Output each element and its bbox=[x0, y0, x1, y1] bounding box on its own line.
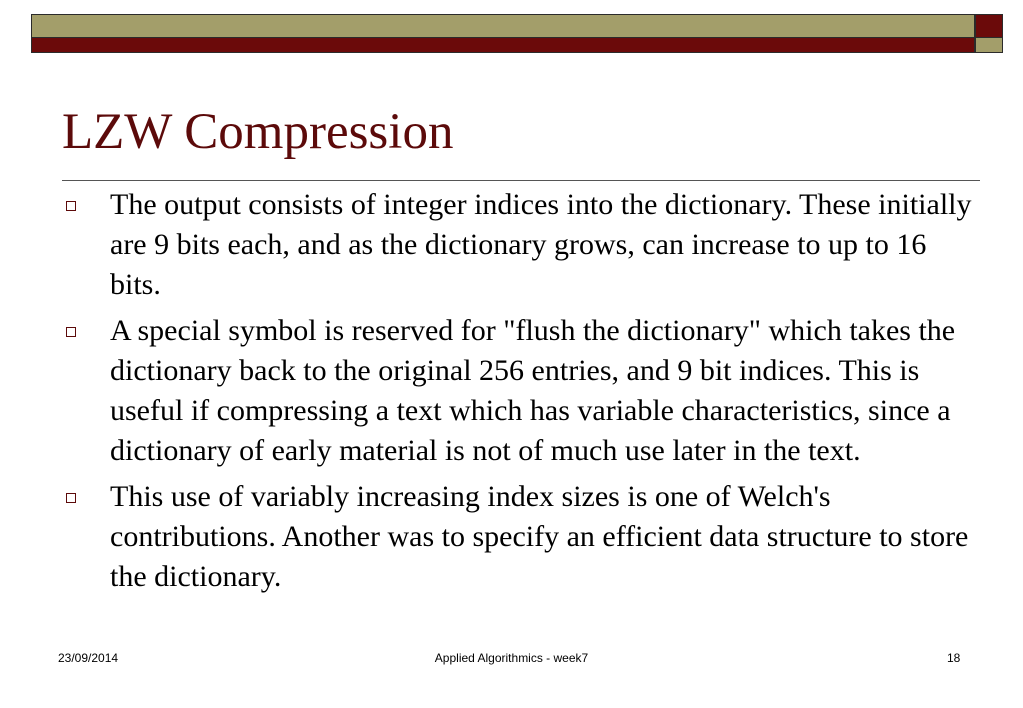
footer-date: 23/09/2014 bbox=[58, 651, 119, 665]
bullet-list bbox=[62, 185, 972, 603]
footer-course-title: Applied Algorithmics - week7 bbox=[434, 651, 589, 665]
hollow-square-bullet-icon bbox=[66, 493, 76, 503]
slide-title: LZW Compression bbox=[62, 104, 454, 160]
bullet-item bbox=[62, 311, 972, 471]
bullet-text: The output consists of integer indices into the dictionary. These initially are 9 bits each, and as the dictionary grows, can increase to up to 16 bits. bbox=[110, 188, 972, 301]
hollow-square-bullet-icon bbox=[66, 327, 76, 337]
header-band-olive bbox=[31, 14, 975, 38]
hollow-square-bullet-icon bbox=[66, 201, 76, 211]
footer-page-number: 18 bbox=[947, 651, 961, 665]
bullet-item bbox=[62, 185, 972, 305]
header-band-maroon bbox=[31, 37, 975, 53]
bullet-text: This use of variably increasing index sizes is one of Welch's contributions. Another was to specify an efficient data structure to store the dictionary. bbox=[110, 480, 969, 593]
header-corner-square-olive bbox=[975, 37, 1003, 53]
header-corner-square-maroon bbox=[975, 14, 1003, 38]
bullet-text: A special symbol is reserved for "flush the dictionary" which takes the dictionary back to the original 256 entries, and 9 bit indices. This is useful if compressing a text which has variable characteristics, since a dictionary of early material is not of much use later in the text. bbox=[110, 314, 956, 467]
title-divider bbox=[62, 180, 980, 181]
bullet-item bbox=[62, 477, 972, 597]
